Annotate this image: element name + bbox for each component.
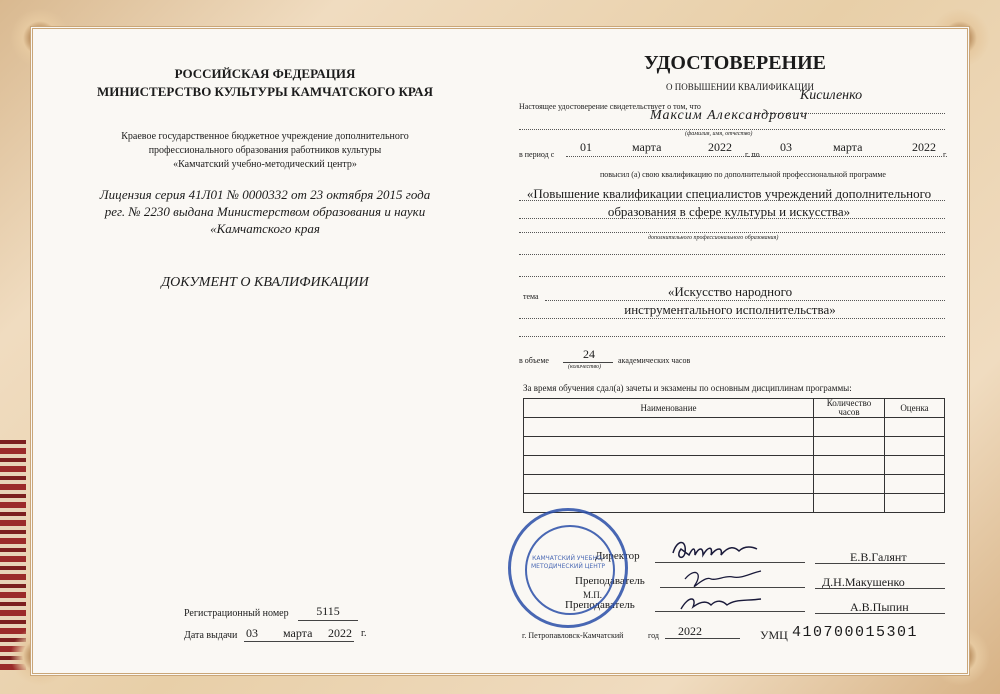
underline	[519, 336, 945, 337]
hours-suffix: академических часов	[618, 356, 691, 365]
issue-label: Дата выдачи	[184, 630, 238, 641]
year-label: год	[648, 631, 659, 640]
program-hint: дополнительного профессионального образования)	[648, 235, 779, 241]
theme-line: «Искусство народного	[667, 284, 793, 299]
ministry: МИНИСТЕРСТВО КУЛЬТУРЫ КАМЧАТСКОГО КРАЯ	[97, 84, 433, 99]
theme-label: тема	[523, 292, 539, 301]
institution-line: Краевое государственное бюджетное учреждение дополнительного	[121, 131, 409, 142]
city: г. Петропавловск-Камчатский	[522, 631, 624, 640]
underline	[815, 563, 945, 564]
col-grade-header: Оценка	[885, 399, 945, 418]
col-hours-line: Количество	[826, 398, 872, 408]
to-day: 03	[780, 140, 792, 154]
underline	[545, 300, 945, 301]
from-year: 2022	[708, 140, 732, 154]
year-suffix: г.	[943, 150, 948, 159]
underline	[519, 232, 945, 233]
col-name-header: Наименование	[524, 399, 814, 418]
period-label: в период с	[519, 150, 555, 159]
underline	[815, 588, 945, 589]
underline	[519, 200, 945, 201]
from-day: 01	[580, 140, 592, 154]
teacher-label: Преподаватель	[565, 599, 635, 611]
underline	[244, 641, 354, 642]
country: РОССИЙСКАЯ ФЕДЕРАЦИЯ	[174, 66, 356, 81]
director-label: Директор	[595, 550, 640, 562]
grades-table	[523, 398, 945, 513]
reg-number: 5115	[316, 604, 340, 618]
underline	[519, 276, 945, 277]
hours-hint: (количество)	[568, 364, 602, 370]
table-row	[524, 456, 945, 475]
certifies-text: Настоящее удостоверение свидетельствует о том, что	[519, 102, 701, 111]
license-line: «Камчатского края	[210, 221, 320, 236]
name-hint: (фамилия, имя, отчество)	[685, 131, 753, 137]
underline	[519, 218, 945, 219]
surname: Кисиленко	[800, 88, 863, 103]
underline	[298, 620, 358, 621]
year-to: г. по	[745, 150, 760, 159]
underline	[563, 362, 613, 363]
institution-line: профессионального образования работников культуры	[148, 145, 382, 156]
table-row	[524, 418, 945, 437]
table-row	[524, 494, 945, 513]
exams-text: За время обучения сдал(а) зачеты и экзамены по основным дисциплинам программы:	[523, 383, 852, 393]
to-month: марта	[833, 140, 863, 154]
from-month: марта	[632, 140, 662, 154]
stamp-text: КАМЧАТСКИЙ УЧЕБНО-МЕТОДИЧЕСКИЙ ЦЕНТР	[530, 555, 605, 570]
official-stamp	[508, 508, 628, 628]
hours: 24	[583, 347, 595, 361]
license-line: Лицензия серия 41Л01 № 0000332 от 23 октября 2015 года	[99, 187, 431, 202]
underline	[665, 638, 740, 639]
underline	[815, 613, 945, 614]
certificate-subtitle: О ПОВЫШЕНИИ КВАЛИФИКАЦИИ	[665, 82, 815, 92]
passed-text: повысил (а) свою квалификацию по дополнительной профессиональной программе	[600, 170, 886, 179]
institution-line: «Камчатский учебно-методический центр»	[173, 159, 357, 170]
issue-year-suffix: г.	[361, 628, 367, 639]
underline	[519, 129, 945, 130]
full-name: Максим Александрович	[650, 108, 808, 123]
program-line: образования в сфере культуры и искусства»	[607, 204, 851, 219]
teacher1-name: Д.Н.Макушенко	[822, 575, 905, 589]
underline	[519, 254, 945, 255]
issue-year: 2022	[328, 626, 352, 640]
table-row	[524, 437, 945, 456]
document-type: ДОКУМЕНТ О КВАЛИФИКАЦИИ	[161, 275, 369, 290]
issue-month: марта	[283, 626, 313, 640]
umc-label: УМЦ	[760, 628, 788, 642]
issue-day: 03	[246, 626, 258, 640]
mp-label: М.П.	[583, 590, 603, 600]
table-header-row	[524, 399, 945, 418]
certificate-title: УДОСТОВЕРЕНИЕ	[644, 52, 826, 74]
table-row	[524, 475, 945, 494]
theme-line: инструментального исполнительства»	[624, 302, 836, 317]
license-line: рег. № 2230 выдана Министерством образования и науки	[104, 204, 426, 219]
to-year: 2022	[912, 140, 936, 154]
issue-year-right: 2022	[678, 624, 702, 638]
director-name: Е.В.Галянт	[850, 550, 907, 564]
underline	[519, 318, 945, 319]
teacher-label: Преподаватель	[575, 575, 645, 587]
col-hours-header	[814, 399, 885, 418]
teacher2-name: А.В.Пыпин	[850, 600, 909, 614]
signature-image	[665, 535, 775, 620]
volume-label: в объеме	[519, 356, 549, 365]
program-line: «Повышение квалификации специалистов учреждений дополнительного	[526, 186, 932, 201]
underline	[566, 156, 942, 157]
col-hours-line: часов	[838, 407, 860, 417]
umc-number: 410700015301	[792, 624, 919, 641]
reg-label: Регистрационный номер	[184, 608, 289, 619]
